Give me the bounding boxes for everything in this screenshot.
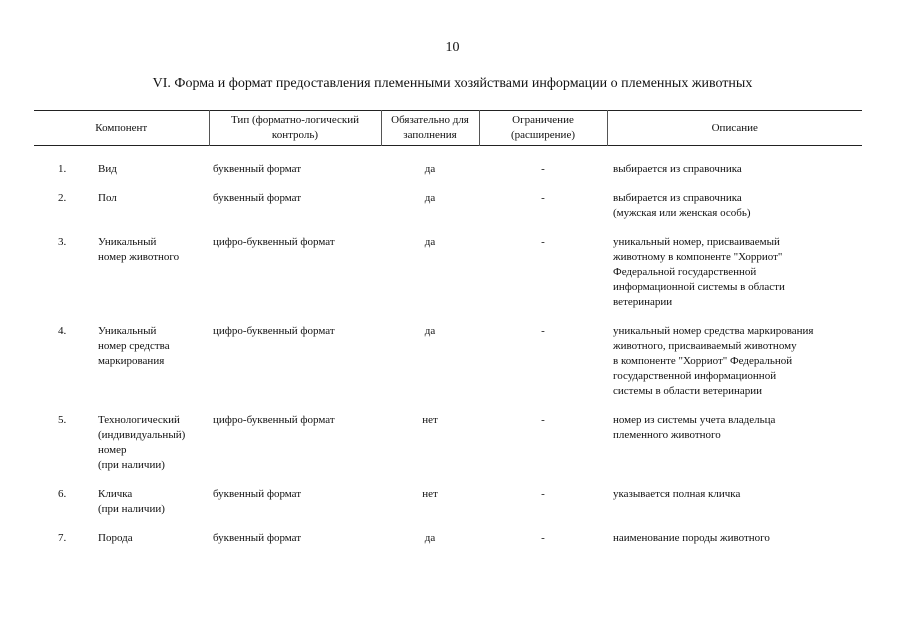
row-component: Порода <box>98 532 133 544</box>
row-component: Уникальный номер средства маркирования <box>98 325 170 367</box>
row-restriction: - <box>541 236 545 248</box>
row-component: Кличка (при наличии) <box>98 488 165 515</box>
row-type: цифро-буквенный формат <box>213 325 335 337</box>
row-number: 4. <box>58 325 67 337</box>
section-title: VI. Форма и формат предоставления племенными хозяйствами информации о племенных животных <box>152 76 753 91</box>
row-component: Пол <box>98 192 117 204</box>
row-type: буквенный формат <box>213 488 302 500</box>
row-number: 7. <box>58 532 67 544</box>
row-component-cell <box>34 177 209 221</box>
row-required: нет <box>422 488 438 500</box>
row-component: Уникальный номер животного <box>98 236 180 263</box>
row-required: да <box>424 192 436 204</box>
row-type: цифро-буквенный формат <box>213 414 335 426</box>
header-description: Описание <box>607 111 862 146</box>
header-restriction: Ограничение (расширение) <box>479 111 607 146</box>
header-type: Тип (форматно-логический контроль) <box>209 111 381 146</box>
table-row <box>34 517 862 546</box>
row-required: да <box>424 325 436 337</box>
header-component: Компонент <box>95 121 148 134</box>
row-number: 6. <box>58 488 67 500</box>
row-type: цифро-буквенный формат <box>213 236 335 248</box>
row-component-cell <box>34 310 209 399</box>
row-restriction: - <box>541 414 545 426</box>
row-required: да <box>424 532 436 544</box>
row-required: нет <box>422 414 438 426</box>
info-table <box>34 110 862 546</box>
row-number: 3. <box>58 236 67 248</box>
row-component-cell <box>34 146 209 178</box>
row-number: 5. <box>58 414 67 426</box>
page-number: 10 <box>445 40 460 55</box>
table-row <box>34 177 862 221</box>
row-description: номер из системы учета владельца племенного животного <box>613 414 776 441</box>
row-required: да <box>424 163 436 175</box>
row-description: уникальный номер, присваиваемый животному в компоненте "Хорриот" Федеральной государственной информационной системы в области ветеринарии <box>613 236 785 308</box>
row-type: буквенный формат <box>213 192 302 204</box>
row-component-cell <box>34 399 209 473</box>
row-restriction: - <box>541 488 545 500</box>
row-required: да <box>424 236 436 248</box>
table-row <box>34 399 862 473</box>
row-restriction: - <box>541 163 545 175</box>
row-restriction: - <box>541 192 545 204</box>
row-type: буквенный формат <box>213 532 302 544</box>
row-component-cell <box>34 517 209 546</box>
row-component-cell <box>34 221 209 310</box>
row-restriction: - <box>541 325 545 337</box>
row-number: 1. <box>58 163 67 175</box>
row-number: 2. <box>58 192 67 204</box>
table-body <box>34 146 862 547</box>
table-header-row <box>34 111 862 146</box>
row-component: Вид <box>98 163 117 175</box>
row-description: наименование породы животного <box>613 532 770 544</box>
header-required: Обязательно для заполнения <box>381 111 479 146</box>
row-restriction: - <box>541 532 545 544</box>
row-description: уникальный номер средства маркирования животного, присваиваемый животному в компоненте "Хорриот" Федеральной государственной информационной системы в области ветеринарии <box>613 325 814 397</box>
table-row <box>34 473 862 517</box>
row-description: выбирается из справочника <box>613 163 742 175</box>
table-row <box>34 146 862 178</box>
row-description: указывается полная кличка <box>613 488 741 500</box>
row-description: выбирается из справочника (мужская или женская особь) <box>613 192 751 219</box>
row-type: буквенный формат <box>213 163 302 175</box>
table-row <box>34 221 862 310</box>
row-component: Технологический (индивидуальный) номер (при наличии) <box>98 414 186 471</box>
table-row <box>34 310 862 399</box>
row-component-cell <box>34 473 209 517</box>
